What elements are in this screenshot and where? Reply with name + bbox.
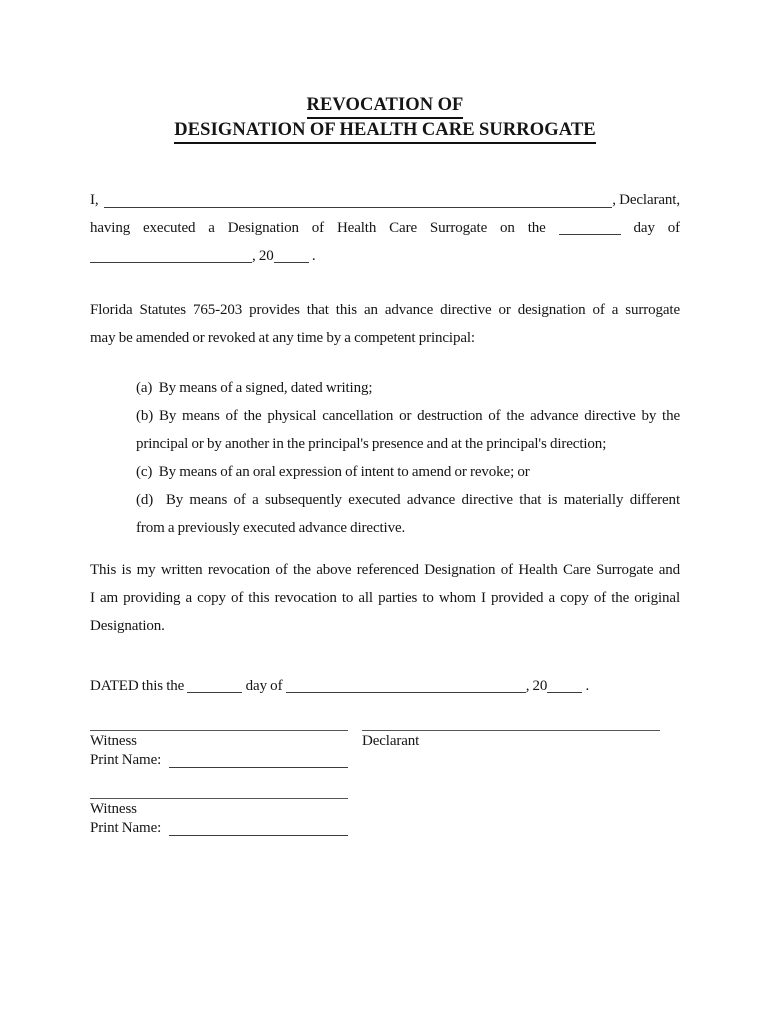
intro-prefix: I, — [90, 192, 99, 208]
revocation-methods-list — [136, 374, 680, 542]
intro-comma-20: , 20 — [252, 248, 274, 264]
revocation-line-3: Designation. — [90, 618, 165, 634]
witness1-print-name-blank — [169, 767, 348, 768]
title-line-2: DESIGNATION OF HEALTH CARE SURROGATE — [174, 120, 595, 144]
dated-period: . — [585, 678, 590, 694]
intro-line-3 — [90, 242, 680, 270]
dated-section — [90, 672, 680, 700]
execution-year-blank — [274, 248, 309, 263]
list-item-c: (c) By means of an oral expression of intent to amend or revoke; or — [136, 464, 530, 480]
title-line-1: REVOCATION OF — [307, 95, 464, 119]
witness2-signature-line — [90, 798, 348, 799]
title-row-1 — [90, 94, 680, 119]
list-item-b-line-2: principal or by another in the principal's presence and at the principal's direction; — [136, 436, 607, 452]
witness2-label: Witness — [90, 801, 137, 817]
revocation-line-1: This is my written revocation of the above referenced Designation of Health Care Surrogate and — [90, 562, 680, 578]
dated-prefix: DATED this the — [90, 678, 185, 694]
witness1-print-name-label: Print Name: — [90, 752, 162, 768]
dated-mid: day of — [245, 678, 283, 694]
witness1-label: Witness — [90, 733, 137, 749]
intro-period: . — [311, 248, 316, 264]
intro-line-2 — [90, 214, 680, 242]
intro-suffix: , Declarant, — [612, 192, 680, 208]
signature-section — [90, 730, 680, 838]
list-item-d-line-2: from a previously executed advance directive. — [136, 520, 406, 536]
witness1-print-name-row — [90, 750, 348, 770]
witness2-block — [90, 798, 348, 838]
declarant-label: Declarant — [362, 733, 420, 749]
execution-day-blank — [559, 220, 621, 235]
intro-line-1 — [90, 186, 680, 214]
dated-year-blank — [547, 678, 582, 693]
declarant-block — [362, 730, 660, 770]
revocation-line-2: I am providing a copy of this revocation to all parties to whom I provided a copy of the original — [90, 590, 680, 606]
witness2-print-name-label: Print Name: — [90, 820, 162, 836]
declarant-signature-line — [362, 730, 660, 731]
statute-paragraph — [90, 296, 680, 352]
execution-month-blank — [90, 248, 252, 263]
dated-line — [90, 672, 680, 700]
revocation-statement-paragraph — [90, 556, 680, 640]
list-item-d-line-1: (d) By means of a subsequently executed advance directive that is materially different — [136, 492, 680, 508]
document-title — [90, 94, 680, 144]
dated-comma-20: , 20 — [525, 678, 548, 694]
signature-row-1 — [90, 730, 680, 770]
intro-line-2-text: having executed a Designation of Health Care Surrogate on the — [90, 220, 546, 236]
witness1-signature-line — [90, 730, 348, 731]
dated-month-blank — [286, 678, 526, 693]
dated-day-blank — [187, 678, 242, 693]
witness2-print-name-row — [90, 818, 348, 838]
list-item-b-line-1: (b) By means of the physical cancellation or destruction of the advance directive by the — [136, 408, 680, 424]
statute-line-2: may be amended or revoked at any time by a competent principal: — [90, 330, 475, 346]
declarant-name-blank — [104, 207, 613, 208]
title-row-2 — [90, 119, 680, 144]
intro-line-2-end: day of — [633, 220, 680, 236]
witness2-print-name-blank — [169, 835, 348, 836]
witness1-block — [90, 730, 348, 770]
list-item-a: (a) By means of a signed, dated writing; — [136, 380, 373, 396]
intro-paragraph — [90, 186, 680, 270]
statute-line-1: Florida Statutes 765-203 provides that this an advance directive or designation of a surrogate — [90, 302, 680, 318]
